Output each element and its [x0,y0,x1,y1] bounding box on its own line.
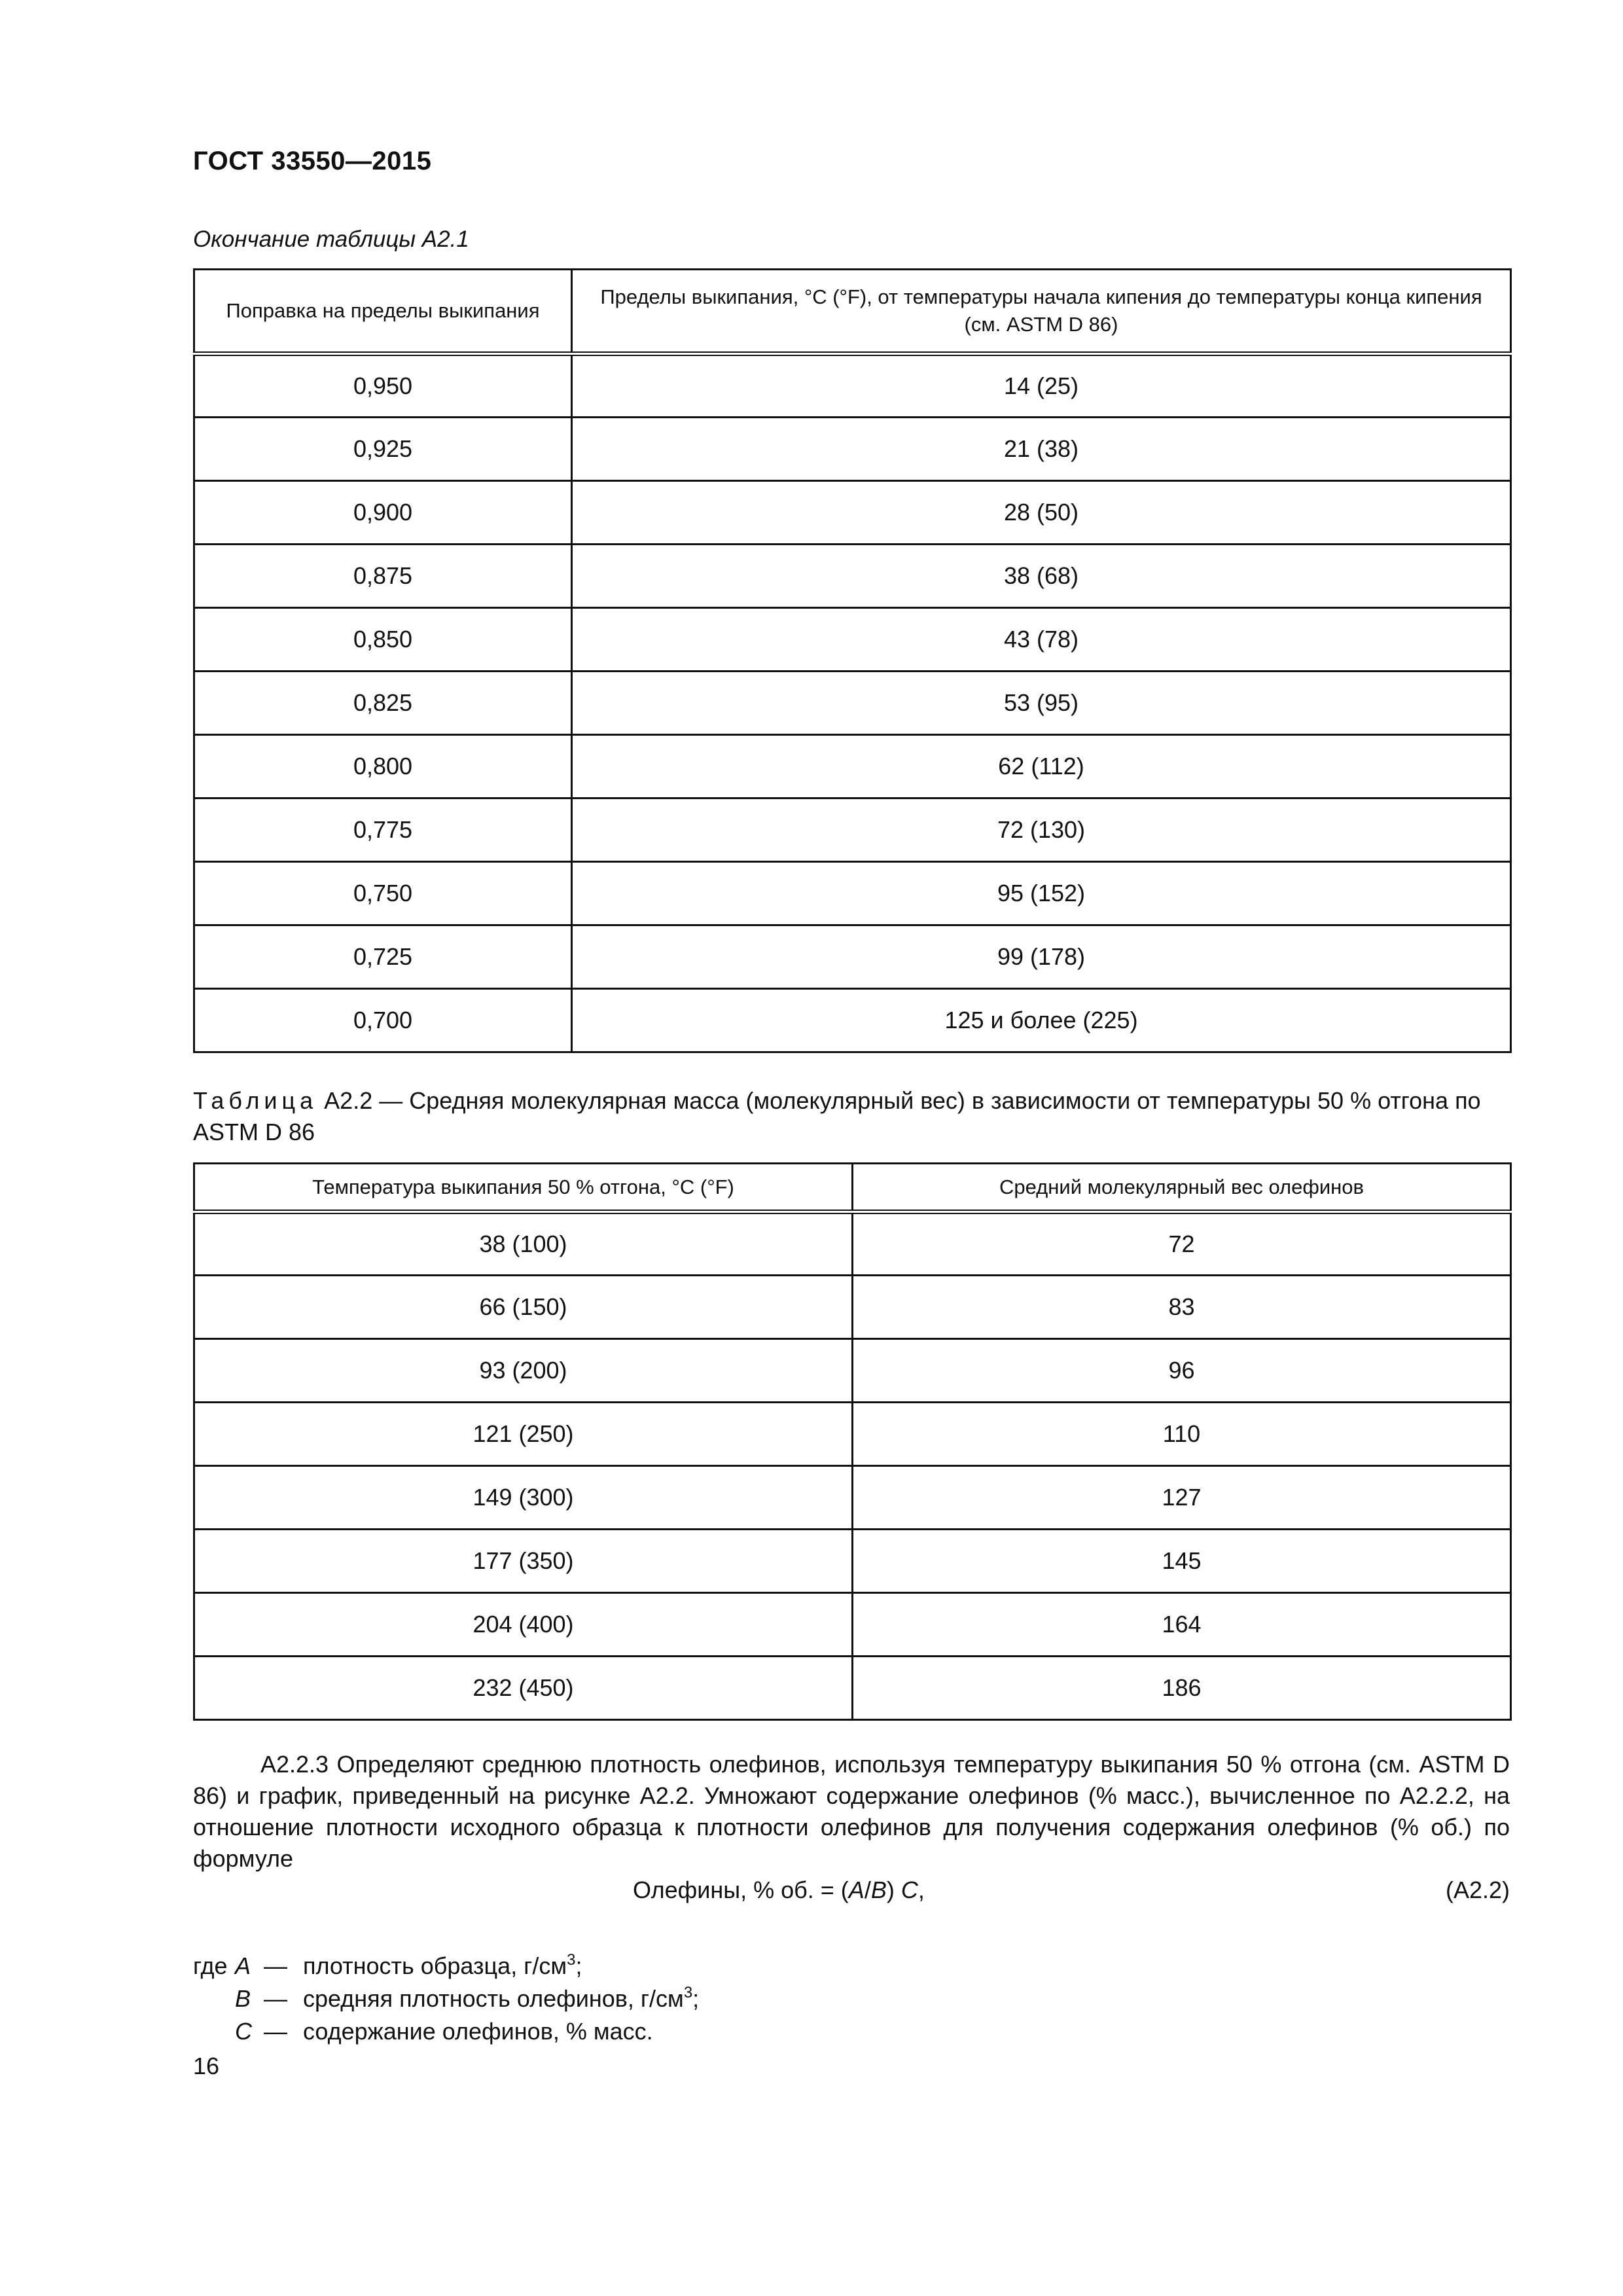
table-label: Таблица [193,1087,318,1114]
section-paragraph [193,1749,1510,1874]
table-cell: 0,775 [194,798,572,862]
table-cell: 95 (152) [572,862,1511,925]
table-cell: 0,725 [194,925,572,989]
table1-caption: Окончание таблицы А2.1 [193,226,469,252]
table-cell: 0,700 [194,989,572,1052]
table-cell: 186 [853,1657,1511,1720]
table-cell: 62 (112) [572,735,1511,798]
table-cell: 72 [853,1212,1511,1276]
legend-text: содержание олефинов, % масс. [303,2018,653,2045]
table-cell: 125 и более (225) [572,989,1511,1052]
table-cell: 149 (300) [194,1466,853,1530]
table2-title [193,1085,1510,1148]
legend-symbol: A [235,1952,251,1979]
table-row [194,798,1511,862]
legend-symbol: B [235,1985,251,2012]
paragraph-text: А2.2.3 Определяют среднюю плотность олефинов, используя температуру выкипания 50 % отгона (см. ASTM D 86) и график, приведенный на рисунке А2.2. Умножают содержание олефинов (% масс.), вычисленное по А2.2.2, на отношение плотности исходного образца к плотности олефинов для получения содержания олефинов (% об.) по формуле [193,1751,1510,1872]
table-cell: 72 (130) [572,798,1511,862]
table-cell: 0,750 [194,862,572,925]
table-row [194,1339,1511,1403]
table-row [194,672,1511,735]
table-header-row [194,270,1511,354]
table-cell: 66 (150) [194,1276,853,1339]
table-row [194,608,1511,672]
table-cell: 0,925 [194,418,572,481]
molecular-weight-table [193,1162,1512,1721]
page-number: 16 [193,2053,220,2079]
table-cell: 0,950 [194,354,572,418]
table-cell: 232 (450) [194,1657,853,1720]
table-row [194,354,1511,418]
table-cell: 0,850 [194,608,572,672]
table-cell: 145 [853,1530,1511,1593]
table-row [194,862,1511,925]
table-title-text: А2.2 — Средняя молекулярная масса (молекулярный вес) в зависимости от температуры 50 % отгона по ASTM D 86 [193,1087,1481,1145]
legend-lead: где [193,1952,228,1979]
legend-text: плотность образца, г/см [303,1952,567,1979]
legend-item: B — средняя плотность олефинов, $г/см^3$; [193,1983,699,2015]
table-row [194,418,1511,481]
table-cell: 164 [853,1593,1511,1657]
legend-text: средняя плотность олефинов, г/см [303,1985,684,2012]
table-cell: 0,875 [194,545,572,608]
table-row [194,1403,1511,1466]
table-cell: 43 (78) [572,608,1511,672]
table-cell: 21 (38) [572,418,1511,481]
legend-item: C — содержание олефинов, % масс. [193,2016,653,2047]
table-cell: 96 [853,1339,1511,1403]
table-cell: 38 (100) [194,1212,853,1276]
table-cell: 0,800 [194,735,572,798]
legend-item: где A — плотность образца, $г/см^3$; [193,1950,582,1982]
table-header-row [194,1164,1511,1212]
formula-number: (А2.2) [1445,1876,1510,1903]
table-cell: 110 [853,1403,1511,1466]
table-row [194,1530,1511,1593]
table-cell: 53 (95) [572,672,1511,735]
table-row [194,1466,1511,1530]
formula-expression: Олефины, % об. = (A/B) C, [633,1876,925,1903]
table-cell: 204 (400) [194,1593,853,1657]
column-header: Температура выкипания 50 % отгона, °С (°F) [194,1164,853,1212]
table-row [194,1657,1511,1720]
boiling-range-correction-table [193,268,1512,1053]
formula [193,1874,1510,1906]
table-row [194,545,1511,608]
table-row [194,481,1511,545]
table-cell: 177 (350) [194,1530,853,1593]
table-row [194,925,1511,989]
column-header: Пределы выкипания, °С (°F), от температуры начала кипения до температуры конца кипения (см. ASTM D 86) [572,270,1511,354]
legend-symbol: C [235,2018,252,2045]
table-row [194,1276,1511,1339]
column-header: Средний молекулярный вес олефинов [853,1164,1511,1212]
table-cell: 0,825 [194,672,572,735]
table-cell: 14 (25) [572,354,1511,418]
table-cell: 0,900 [194,481,572,545]
table-row [194,1212,1511,1276]
table-cell: 121 (250) [194,1403,853,1466]
table-cell: 99 (178) [572,925,1511,989]
table-cell: 28 (50) [572,481,1511,545]
table-row [194,989,1511,1052]
table-cell: 38 (68) [572,545,1511,608]
table-cell: 127 [853,1466,1511,1530]
table-cell: 93 (200) [194,1339,853,1403]
document-id: ГОСТ 33550—2015 [193,147,432,175]
table-row [194,735,1511,798]
table-cell: 83 [853,1276,1511,1339]
column-header: Поправка на пределы выкипания [194,270,572,354]
table-row [194,1593,1511,1657]
